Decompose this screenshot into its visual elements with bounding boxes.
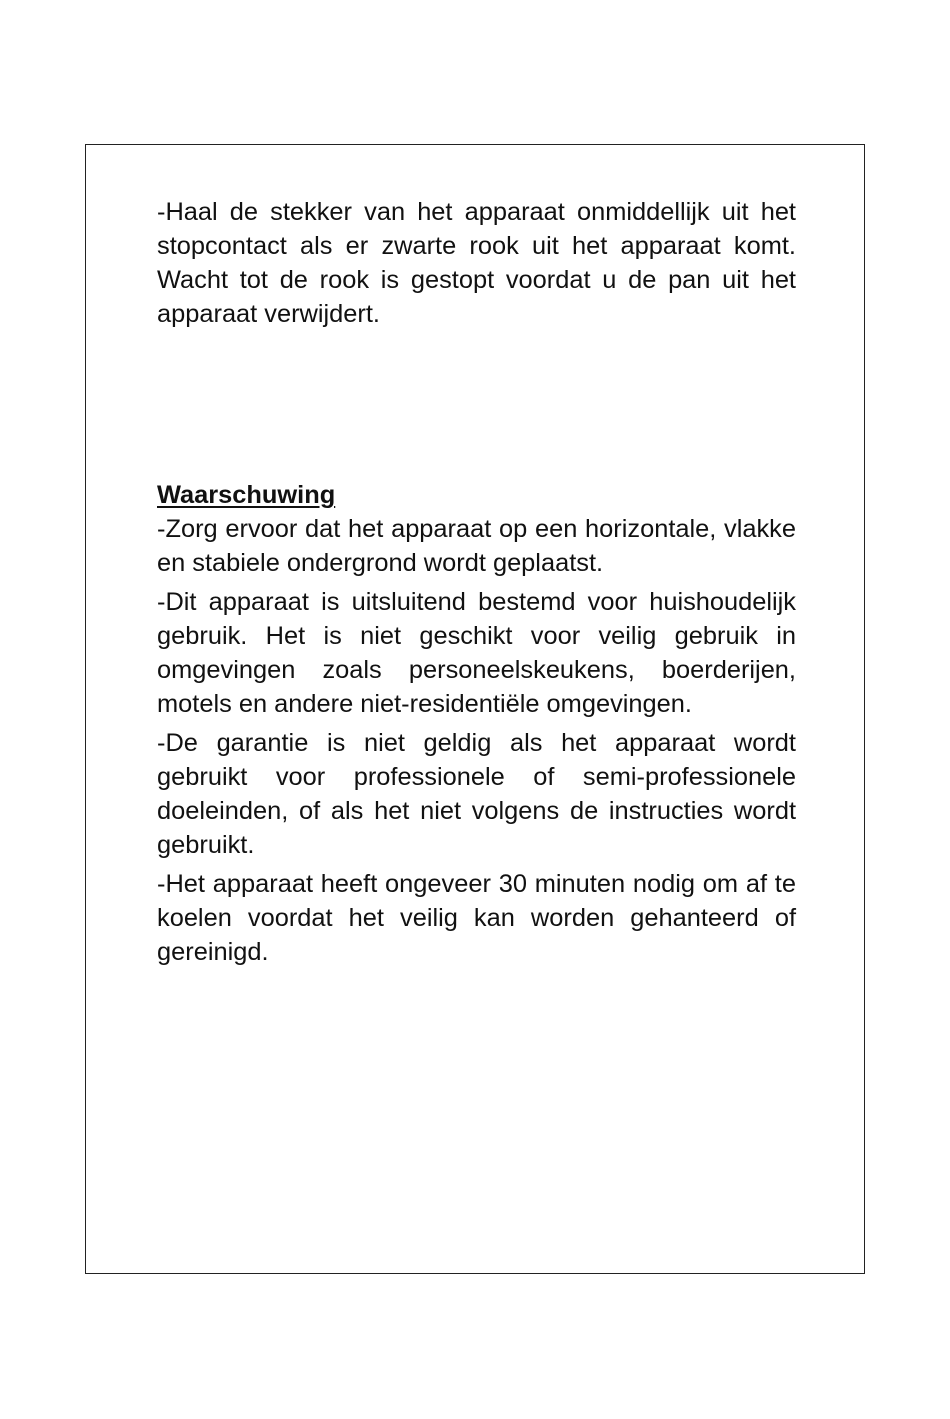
warning-paragraph: -Dit apparaat is uitsluitend bestemd voor huishoudelijk gebruik. Het is niet geschikt voor veilig gebruik in omgevingen zoals personeelskeukens, boerderijen, motels en andere niet-residentiële omgevingen. bbox=[157, 588, 796, 718]
intro-section bbox=[157, 195, 796, 331]
warning-heading: Waarschuwing bbox=[157, 481, 336, 509]
warning-paragraph: -Het apparaat heeft ongeveer 30 minuten nodig om af te koelen voordat het veilig kan worden gehanteerd of gereinigd. bbox=[157, 870, 796, 966]
warning-paragraph: -De garantie is niet geldig als het apparaat wordt gebruikt voor professionele of semi-professionele doeleinden, of als het niet volgens de instructies wordt gebruikt. bbox=[157, 729, 796, 859]
warning-section bbox=[157, 478, 796, 974]
intro-paragraph: -Haal de stekker van het apparaat onmiddellijk uit het stopcontact als er zwarte rook uit het apparaat komt. Wacht tot de rook is gestopt voordat u de pan uit het apparaat verwijdert. bbox=[157, 198, 796, 328]
warning-paragraph: -Zorg ervoor dat het apparaat op een horizontale, vlakke en stabiele ondergrond wordt geplaatst. bbox=[157, 515, 796, 577]
